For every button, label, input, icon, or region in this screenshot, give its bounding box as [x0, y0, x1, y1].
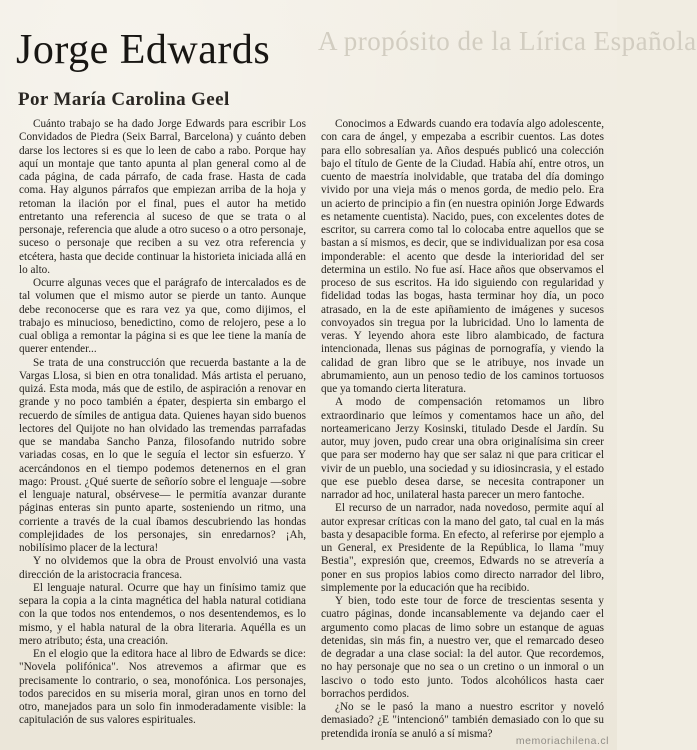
paragraph: Y no olvidemos que la obra de Proust envolvió una vasta dirección de la aristocracia francesa. — [19, 555, 306, 581]
paragraph: El lenguaje natural. Ocurre que hay un finísimo tamiz que separa la copia a la cinta magnética del habla natural cotidiana con la que todos nos entendemos, o nos desentendemos, es lo mismo, y el habla natural de la obra literaria. Aquélla es un mero atributo; ésta, una creación. — [19, 581, 306, 647]
article-title: Jorge Edwards — [16, 27, 271, 73]
paragraph: Conocimos a Edwards cuando era todavía algo adolescente, con cara de ángel, y empezaba a escribir cuentos. Las dotes para ello sobresalían ya. Años después publicó una colección bajo el título de Gente de la Ciudad. Había ahí, entre otros, un cuento de maestría inolvidable, que trataba del día domingo vivido por una vieja más o menos gorda, de medio pelo. Era un acierto de principio a fin (en nuestra opinión Jorge Edwards es netamente cuentista). Nacido, pues, con excelentes dotes de escritor, su carrera como tal lo colocaba entre aquellos que se bastan a sí mismos, es decir, que se individualizan por esa cosa imponderable: el acento que desde la interioridad del ser determina un estilo. No fue así. Hace años que observamos el proceso de sus escritos. Ha ido siguiendo con regularidad y fidelidad todas las bogas, hasta terminar hoy día, un poco atrasado, en la de este apiñamiento de imágenes y sucesos convoyados sin tregua por la lubricidad. Uno lo lamenta de veras. Y leyendo ahora este libro alambicado, de factura intencionada, llenas sus páginas de pornografía, y viendo la calidad de gran libro que se le atribuye, nos invade un abrumamiento, aun un penoso tedio de los caminos tortuosos que ya tomando cierta literatura. — [321, 118, 604, 395]
paragraph: Ocurre algunas veces que el parágrafo de intercalados es de tal volumen que el mismo autor se pierde un tanto. Aunque debe reconocerse que es rara vez ya que, como dijimos, el trabajo es minucioso, benedictino, como de relojero, pese a lo cual obliga a remontar la página si es que lee tiene la manía de querer entender... — [19, 277, 306, 356]
article-column-right — [321, 118, 604, 750]
paragraph: Se trata de una construcción que recuerda bastante a la de Vargas Llosa, si bien en otra tonalidad. Más artista el peruano, quizá. Esta moda, más que de estilo, de aspiración a renovar en grande y no poco también a épater, despierta sin embargo el recuerdo de símiles de antigua data. Quienes hayan sido buenos lectores del Quijote no han olvidado las tremendas parrafadas que se mandaba Sancho Panza, filosofando nutrido sobre variadas cosas, en lo que le seguía el lector sin esfuerzo. Y acercándonos en el tiempo podemos detenernos en el gran mago: Proust. ¿Qué suerte de señorío sobre el lenguaje —sobre el lenguaje natural, obsérvese— le permitía avanzar durante páginas enteras sin punto aparte, sosteniendo un ritmo, una corriente a través de la cual íbamos descubriendo las hondas complejidades de los personajes, sin enredarnos? ¡Ah, nobilísimo placer de la lectura! — [19, 356, 306, 554]
paragraph: A modo de compensación retomamos un libro extraordinario que leímos y comentamos hace un año, del norteamericano Jerzy Kosinski, titulado Desde el Jardín. Su autor, muy joven, pudo crear una obra originalísima sin creer que para ser moderno hay que ser salaz ni que para criticar el vivir de un pueblo, una sociedad y su idiosincrasia, y el estado que ese pueblo desea darse, se necesita contraponer un narrador ad hoc, unilateral hasta parecer un mero fantoche. — [321, 396, 604, 501]
adjacent-page-bleed-text: A propósito de la Lírica Española — [318, 26, 697, 56]
paragraph: Cuánto trabajo se ha dado Jorge Edwards para escribir Los Convidados de Piedra (Seix Barral, Barcelona) y cuánto deben darse los lectores si es que lo leen de cabo a rabo. Porque hay aquí un montaje que tanto apunta al plan general como al de cada página, de cada párrafo, de cada frase. Hasta de cada coma. Hay algunos párrafos que empiezan arriba de la hoja y retoman la ilación por el final, pues el autor ha metido entretanto una referencia al suceso de que se trata o al personaje, referencia que alude a otro suceso o a otro personaje, suceso o personaje que reciben a su vez otra referencia y etcétera, hasta que decide continuar la historieta iniciada allá en lo alto. — [19, 118, 306, 276]
source-watermark: memoriachilena.cl — [515, 735, 609, 747]
paragraph: En el elogio que la editora hace al libro de Edwards se dice: "Novela polifónica". Nos atrevemos a afirmar que es precisamente lo contrario, o sea, monofónica. Los personajes, todos parecidos en su miseria moral, giran unos en torno del otro, manejados para un solo fin inmoderadamente visible: la capitulación de sus valores espirituales. — [19, 648, 306, 727]
paragraph: Y bien, todo este tour de force de trescientas sesenta y cuatro páginas, donde incansablemente va dejando caer el argumento como placas de limo sobre un estanque de aguas detenidas, sin más fin, a nuestro ver, que el remarcado deseo de degradar a una clase social: la del autor. Que recordemos, no hay personaje que no sea o un cretino o un inmoral o un lascivo o todo esto junto. Todos alcohólicos hasta caer borrachos perdidos. — [321, 595, 604, 700]
article-byline: Por María Carolina Geel — [18, 89, 230, 110]
paragraph: El recurso de un narrador, nada novedoso, permite aquí al autor expresar críticas con la mano del gato, tal cual en la más basta y desapacible forma. En efecto, al referirse por ejemplo a un General, ex Presidente de la República, lo llama "muy Bestia", expresión que, creemos, Edwards no se atrevería a poner en sus propios labios como directo narrador del libro, simplemente por la educación que ha recibido. — [321, 502, 604, 594]
paragraph: ¿No se le pasó la mano a nuestro escritor y noveló demasiado? ¿E "intencionó" también demasiado con lo que su pretendida ironía se anuló a sí misma? — [321, 701, 604, 740]
article-column-left — [19, 118, 306, 750]
